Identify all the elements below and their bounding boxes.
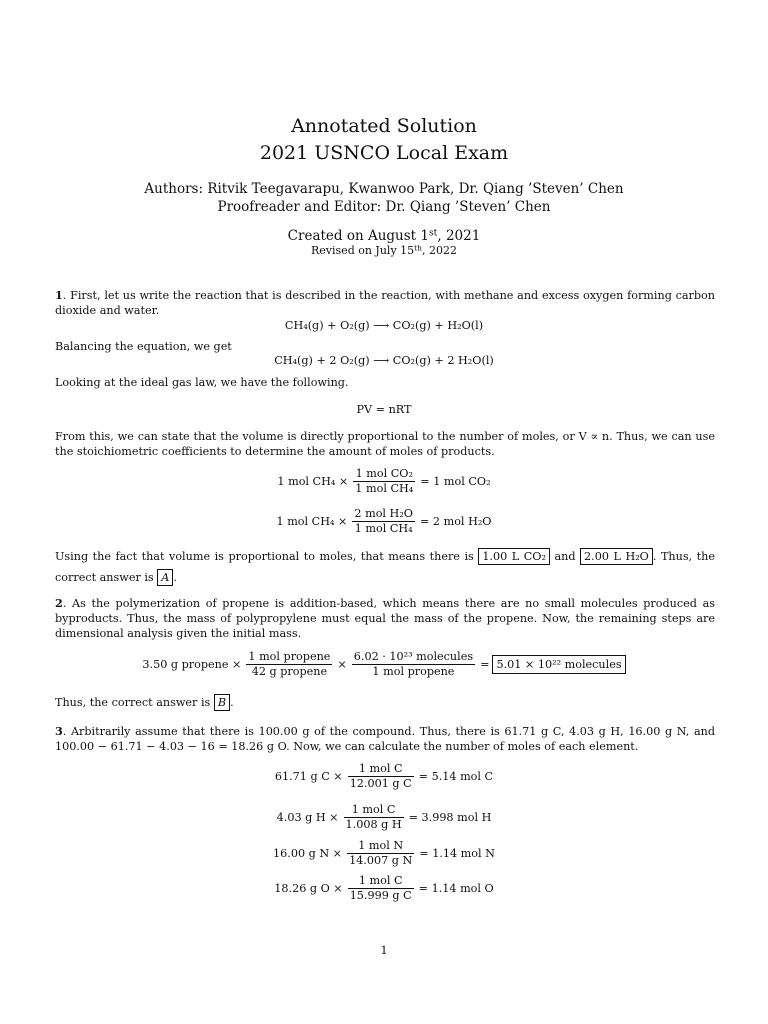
- authors-line: Authors: Ritvik Teegavarapu, Kwanwoo Park, Dr. Qiang ’Steven’ Chen: [144, 181, 624, 197]
- q2-calculation: 3.50 g propene × $\frac{\text{1 mol propene}}{\text{42 g propene}}$ × $\frac{\text{6.02 · 10²³ molecules}}{\text{1 mol propene}}$ = 5.01 × 10²² molecules: [0, 650, 768, 679]
- q3-fraction: $\frac{\text{1 mol C}}{\text{1.008 g H}}$: [345, 803, 402, 831]
- q3-row-carbon: 61.71 g C × $\frac{\text{1 mol C}}{\text{12.001 g C}}$ = 5.14 mol C: [274, 762, 494, 790]
- balanced-equation: CH₄(g) + 2 O₂(g) ⟶ CO₂(g) + 2 H₂O(l): [274, 354, 494, 367]
- doc-title: Annotated Solution: [291, 115, 477, 137]
- q3-row-oxygen: 18.26 g O × $\frac{\text{1 mol C}}{\text{15.999 g C}}$ = 1.14 mol O: [274, 874, 494, 902]
- doc-subtitle: 2021 USNCO Local Exam: [259, 142, 509, 164]
- q1-conclusion: Using the fact that volume is proportional to moles, that means there is 1.00 L CO₂ and 2.00 L H₂O . Thus, the correct answer is A .: [55, 550, 715, 584]
- h2o-volume-box: 2.00 L H₂O: [580, 548, 653, 565]
- q3-text: 3. Arbitrarily assume that there is 100.00 g of the compound. Thus, there is 61.71 g C, 4.03 g H, 16.00 g N, and 100.00 − 61.71 − 4.03 − 16 = 18.26 g O. Now, we can calculate the number of moles of each element.: [55, 724, 715, 753]
- q2-answer-box: B: [214, 694, 230, 711]
- ideal-gas-law: PV = nRT: [356, 403, 412, 416]
- q2-fraction-1: $\frac{\text{1 mol propene}}{\text{42 g propene}}$: [248, 650, 331, 678]
- co2-fraction: $\frac{\text{1 mol CO₂}}{\text{1 mol CH₄}}$: [355, 467, 414, 495]
- q1-answer-box: A: [157, 569, 173, 586]
- q1-ideal-gas-intro: Looking at the ideal gas law, we have the following.: [55, 376, 349, 389]
- q2-conclusion: Thus, the correct answer is B .: [55, 696, 234, 709]
- h2o-calculation: 1 mol CH₄ × $\frac{\text{2 mol H₂O}}{\text{1 mol CH₄}}$ = 2 mol H₂O: [276, 507, 492, 535]
- editor-line: Proofreader and Editor: Dr. Qiang ’Steven’ Chen: [217, 199, 551, 215]
- page-number: 1: [380, 944, 388, 957]
- q1-intro: 1. First, let us write the reaction that is described in the reaction, with methane and excess oxygen forming carbon dioxide and water.: [55, 288, 715, 317]
- created-date: Created on August 1st, 2021: [287, 227, 481, 244]
- q2-result-box: 5.01 × 10²² molecules: [492, 655, 625, 674]
- revised-date: Revised on July 15th, 2022: [311, 243, 457, 257]
- h2o-fraction: $\frac{\text{2 mol H₂O}}{\text{1 mol CH₄}}$: [354, 507, 413, 535]
- co2-volume-box: 1.00 L CO₂: [478, 548, 550, 565]
- reaction-equation: CH₄(g) + O₂(g) ⟶ CO₂(g) + H₂O(l): [284, 319, 484, 332]
- co2-calculation: 1 mol CH₄ × $\frac{\text{1 mol CO₂}}{\text{1 mol CH₄}}$ = 1 mol CO₂: [277, 467, 491, 495]
- q1-balancing-text: Balancing the equation, we get: [55, 340, 232, 353]
- q3-row-hydrogen: 4.03 g H × $\frac{\text{1 mol C}}{\text{1.008 g H}}$ = 3.998 mol H: [276, 803, 492, 831]
- q2-text: 2. As the polymerization of propene is addition-based, which means there are no small molecules produced as byproducts. Thus, the mass of polypropylene must equal the mass of the propene. Now, the remaining steps are dimensional analysis given the initial mass.: [55, 596, 715, 640]
- q3-fraction: $\frac{\text{1 mol C}}{\text{15.999 g C}}$: [349, 874, 412, 902]
- q3-fraction: $\frac{\text{1 mol C}}{\text{12.001 g C}}$: [349, 762, 412, 790]
- q3-row-nitrogen: 16.00 g N × $\frac{\text{1 mol N}}{\text{14.007 g N}}$ = 1.14 mol N: [273, 839, 495, 867]
- q2-fraction-2: $\frac{\text{6.02 · 10²³ molecules}}{\text{1 mol propene}}$: [353, 650, 474, 678]
- q1-proportional-text: From this, we can state that the volume is directly proportional to the number of moles, or V ∝ n. Thus, we can use the stoichiometric coefficients to determine the amount of moles of products.: [55, 430, 715, 458]
- q3-fraction: $\frac{\text{1 mol N}}{\text{14.007 g N}}$: [349, 839, 413, 867]
